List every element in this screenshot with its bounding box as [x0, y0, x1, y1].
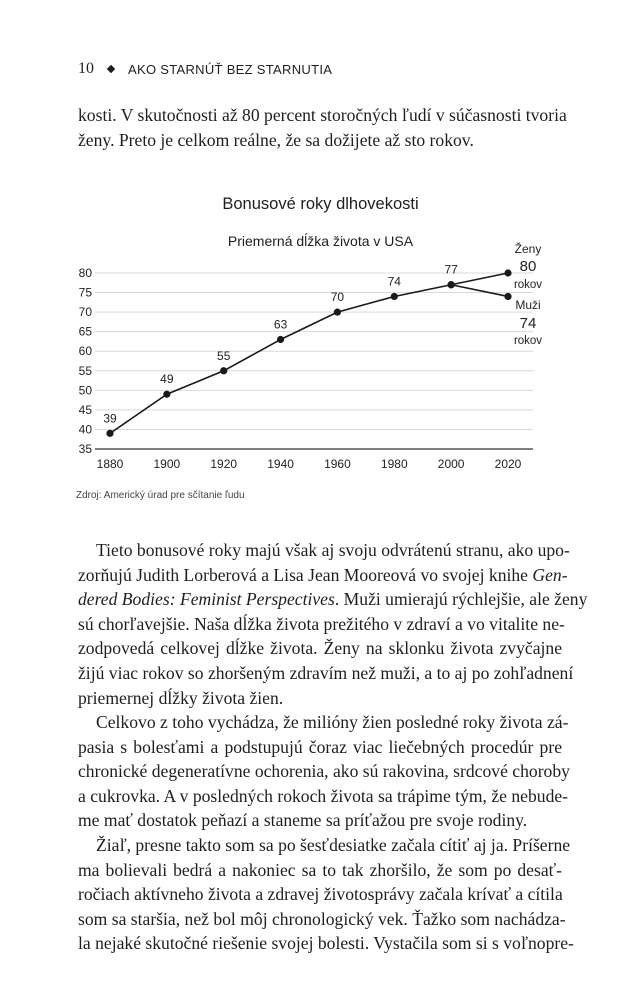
text-run: sú chorľavejšie. Naša dĺžka života prežitého v zdraví a vo vitalite ne- [78, 613, 565, 634]
text-line: ženy. Preto je celkom reálne, že sa dožijete až sto rokov. [78, 129, 474, 150]
text-run: priemernej dĺžky života žien. [78, 687, 284, 708]
data-point [163, 391, 170, 398]
data-point [448, 281, 455, 288]
men-unit: rokov [513, 335, 543, 347]
chart-title: Bonusové roky dlhovekosti [222, 195, 419, 213]
men-label: Muži [515, 298, 541, 312]
chart-gridlines [95, 273, 533, 449]
data-label: 77 [444, 262, 458, 277]
text-line [78, 636, 562, 661]
text-line: Celkovo z toho vychádza, že milióny žien posledné roky života zá- [96, 712, 569, 732]
text-line [78, 661, 574, 686]
text-line: ma bolievali bedrá a nakoniec sa to tak zhoršilo, že som po desať- [78, 859, 562, 880]
text-line: som sa staršia, než bol môj chronologický vek. Ťažko som nachádza- [78, 908, 566, 929]
text-line [78, 563, 568, 588]
y-tick-label: 75 [78, 285, 92, 300]
data-point [334, 309, 341, 316]
women-unit: rokov [513, 279, 543, 291]
x-tick-label: 1880 [96, 457, 124, 471]
text-line: Žiaľ, presne takto som sa po šesťdesiatke začala cítiť aj ja. Príšerne [96, 835, 571, 855]
chart-source: Zdroj: Americký úrad pre sčítanie ľudu [76, 490, 245, 501]
data-point [277, 336, 284, 343]
text-line: me mať dostatok peňazí a staneme sa príťažou pre svoje rodiny. [78, 810, 528, 831]
text-line: pasia s bolesťami a podstupujú čoraz viac liečebných procedúr pre [78, 736, 562, 757]
x-tick-label: 1960 [324, 457, 351, 471]
x-axis-ticks [97, 457, 522, 471]
text-line [78, 686, 562, 711]
text-line [78, 587, 588, 612]
data-label: 74 [387, 274, 401, 289]
text-line [78, 538, 570, 563]
series-line-1 [451, 273, 508, 285]
book-title-italic: dered Bodies: Feminist Perspectives [78, 589, 335, 610]
y-tick-label: 55 [78, 363, 92, 378]
x-tick-label: 2000 [437, 457, 465, 471]
book-title-header: AKO STARNÚŤ BEZ STARNUTIA [128, 61, 333, 77]
data-point [220, 367, 227, 374]
data-label: 70 [330, 290, 345, 305]
y-tick-label: 35 [78, 442, 92, 456]
chart-lines [110, 273, 508, 433]
x-tick-label: 2020 [494, 457, 522, 471]
data-point [106, 430, 113, 437]
text-line: a cukrovka. A v posledných rokoch života sa trápime tým, že nebude- [78, 785, 569, 806]
y-tick-label: 40 [78, 422, 92, 437]
y-tick-label: 65 [78, 324, 92, 339]
text-run: zorňujú Judith Lorberová a Lisa Jean Mooreová vo svojej knihe [78, 564, 533, 585]
text-line: chronické degeneratívne ochorenia, ako sú rakovina, srdcové choroby [78, 761, 570, 782]
data-point [504, 293, 511, 300]
text-run: žijú viac rokov so zhoršeným zdravím než muži, a to aj po zohľadnení [78, 662, 574, 683]
data-label: 49 [160, 372, 174, 387]
text-line: ročiach aktívneho života a zdravej životosprávy začala krívať a cítila [78, 884, 563, 905]
text-line [78, 612, 565, 637]
text-line: kosti. V skutočnosti až 80 percent storočných ľudí v súčasnosti tvoria [78, 105, 567, 125]
series-line-2 [451, 285, 508, 297]
data-point [391, 293, 398, 300]
data-label: 39 [103, 411, 117, 426]
series-line-0 [110, 285, 451, 434]
y-tick-label: 45 [78, 402, 92, 417]
y-tick-label: 60 [78, 344, 92, 359]
men-value: 74 [519, 315, 537, 332]
text-run: . Muži umierajú rýchlejšie, ale ženy [334, 589, 588, 610]
chart-subtitle: Priemerná dĺžka života v USA [227, 233, 414, 249]
text-run: zodpovedá celkovej dĺžke života. Ženy na sklonku života zvyčajne [78, 638, 562, 659]
body-paragraph-2 [78, 710, 570, 833]
text-line: la nejaké skutočné riešenie svojej bolesti. Vystačila som si s voľnopre- [78, 933, 574, 954]
chart-points [106, 269, 511, 437]
x-tick-label: 1900 [153, 457, 181, 471]
women-label: Ženy [514, 242, 542, 256]
text-run: Tieto bonusové roky majú však aj svoju odvrátenú stranu, ako upo- [96, 540, 570, 560]
book-title-italic: Gen- [532, 564, 568, 585]
data-point [504, 269, 511, 276]
x-tick-label: 1980 [380, 457, 408, 471]
x-tick-label: 1920 [210, 457, 238, 471]
y-tick-label: 50 [78, 383, 92, 398]
y-axis-ticks [79, 266, 93, 456]
data-label: 63 [273, 317, 288, 332]
chart-end-labels [514, 241, 542, 347]
x-tick-label: 1940 [267, 457, 294, 471]
women-value: 80 [519, 258, 537, 275]
data-label: 55 [217, 348, 231, 363]
y-tick-label: 80 [78, 266, 92, 280]
y-tick-label: 70 [78, 305, 92, 320]
body-paragraph-1 [78, 538, 588, 710]
body-paragraph-3 [78, 833, 574, 956]
page-number: 10 [78, 60, 94, 77]
